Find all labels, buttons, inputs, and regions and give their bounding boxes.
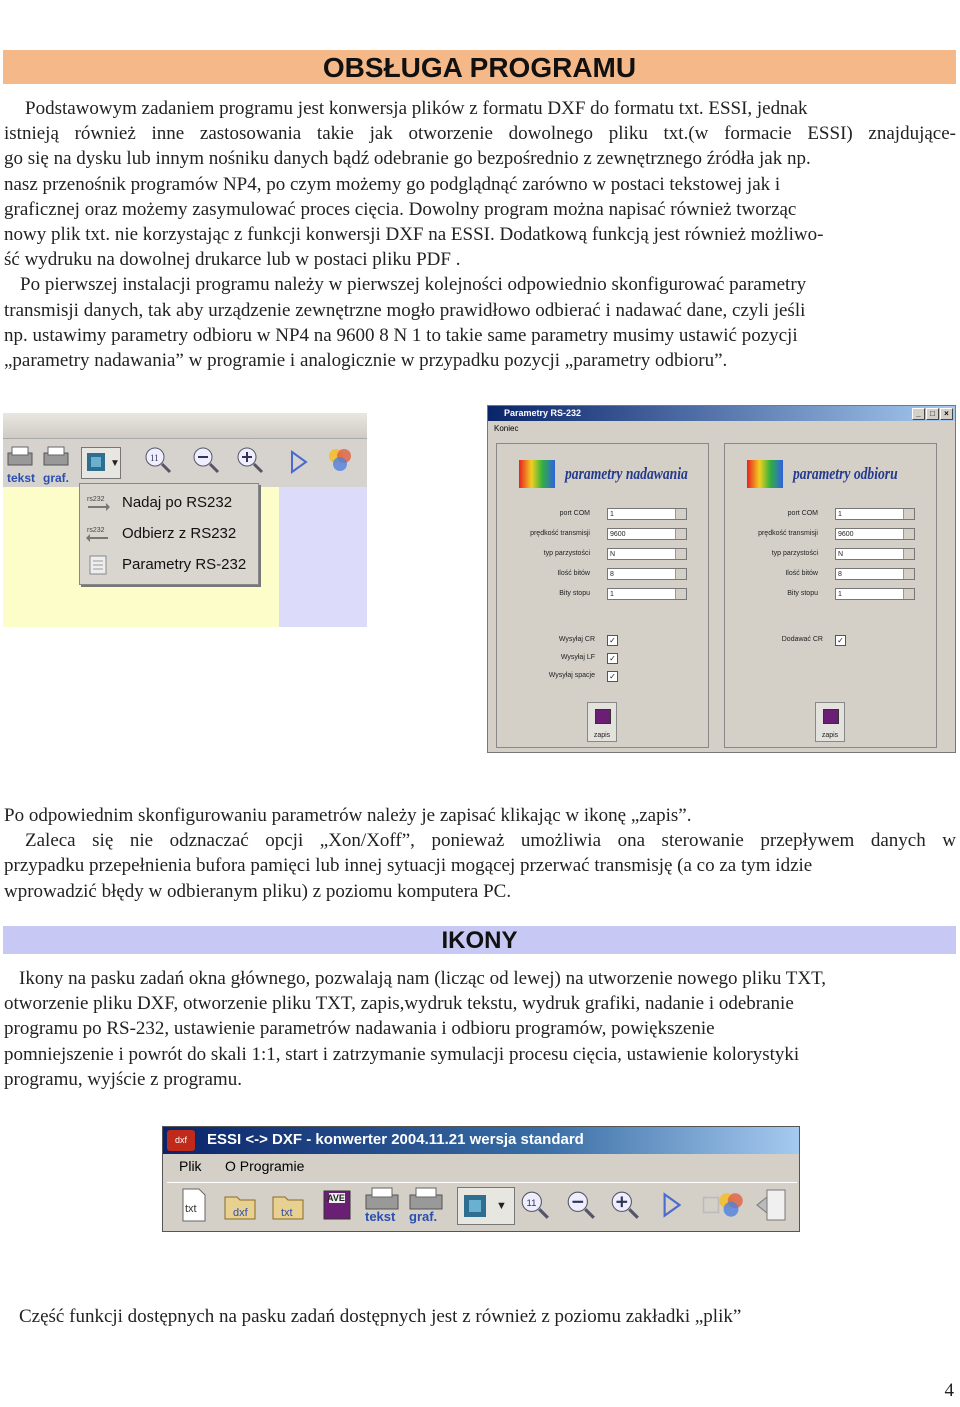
text-line: programu, wyjście z programu.	[4, 1068, 242, 1090]
dialog-menu-koniec[interactable]: Koniec	[494, 424, 519, 433]
add-cr-checkbox[interactable]: ✓	[835, 635, 846, 646]
data-bits-field: Ilość bitów 8	[497, 568, 708, 582]
stop-bits-field: Bity stopu 1	[725, 588, 936, 602]
text-line: np. ustawimy parametry odbioru w NP4 na 9600 8 N 1 to takie same parametry musimy ustawić pozycji	[4, 324, 798, 346]
save-button[interactable]: AVE	[321, 1187, 353, 1223]
color-scheme-icon[interactable]	[325, 445, 355, 475]
main-window-title-bar	[163, 1127, 799, 1154]
print-graphics-icon[interactable]	[41, 443, 71, 473]
dialog-title: Parametry RS-232	[504, 408, 582, 418]
data-bits-select[interactable]: 8	[835, 568, 915, 580]
text-line: przypadku przepełnienia bufora pamięci lub innej sytuacji mogącej przerwać transmisję (a co za tym idzie	[4, 855, 813, 877]
menu-item-rs232-parameters[interactable]: Parametry RS-232	[80, 550, 258, 580]
text-line: Podstawowym zadaniem programu jest konwersja plików z formatu DXF do formatu txt. ESSI, jednak	[25, 98, 808, 119]
data-bits-select[interactable]: 8	[607, 568, 687, 580]
text-line: graficznej oraz możemy zasymulować proces cięcia. Dowolny program można napisać również tworząc	[4, 198, 797, 220]
svg-text:11: 11	[150, 453, 159, 463]
baud-rate-select[interactable]: 9600	[835, 528, 915, 540]
zoom-out-icon[interactable]	[565, 1189, 597, 1221]
parity-field: typ parzystości N	[497, 548, 708, 562]
main-toolbar	[167, 1182, 797, 1228]
parameters-icon	[86, 555, 110, 575]
parity-select[interactable]: N	[835, 548, 915, 560]
baud-rate-field: prędkość transmisji 9600	[497, 528, 708, 542]
section-heading-ikony: IKONY	[3, 926, 956, 954]
intro-paragraph	[4, 96, 956, 373]
save-send-button[interactable]: zapis	[587, 702, 617, 742]
main-menu-bar	[163, 1154, 799, 1178]
play-icon[interactable]	[283, 447, 313, 477]
minimize-button[interactable]: _	[912, 408, 925, 420]
zoom-1-1-icon[interactable]	[519, 1189, 551, 1221]
text-line: Część funkcji dostępnych na pasku zadań dostępnych jest z również z poziomu zakładki „plik”	[19, 1306, 742, 1327]
send-cr-checkbox-row: Wysyłaj CR ✓	[497, 634, 708, 648]
receive-banner	[735, 454, 925, 494]
rs232-dropdown-button[interactable]	[457, 1187, 515, 1225]
exit-icon[interactable]	[755, 1187, 789, 1223]
main-window-screenshot	[162, 1126, 800, 1232]
baud-rate-field: prędkość transmisji 9600	[725, 528, 936, 542]
baud-rate-select[interactable]: 9600	[607, 528, 687, 540]
color-scheme-icon[interactable]	[715, 1189, 747, 1221]
svg-text:rs232: rs232	[87, 527, 105, 534]
send-lf-checkbox[interactable]: ✓	[607, 653, 618, 664]
rs232-icon	[462, 1193, 488, 1219]
receive-parameters-panel	[724, 443, 937, 748]
send-cr-checkbox[interactable]: ✓	[607, 635, 618, 646]
main-window-title: ESSI <-> DXF - konwerter 2004.11.21 wersja standard	[207, 1131, 584, 1148]
close-button[interactable]: ×	[940, 408, 953, 420]
print-graphics-button[interactable]: graf.	[407, 1185, 445, 1225]
text-line: „parametry nadawania” w programie i analogicznie w przypadku pozycji „parametry odbioru”.	[4, 350, 728, 372]
parity-select[interactable]: N	[607, 548, 687, 560]
icons-paragraph	[4, 966, 956, 1092]
port-com-field: port COM 1	[725, 508, 936, 522]
rs232-menu	[79, 483, 259, 585]
text-line: pomniejszenie i powrót do skali 1:1, start i zatrzymanie symulacji procesu cięcia, ustawienie kolorystyki	[4, 1043, 800, 1065]
text-line: transmisji danych, tak aby urządzenie zewnętrzne mogło prawidłowo odbierać i nadawać dane, czyli jeśli	[4, 299, 806, 321]
maximize-button[interactable]: □	[926, 408, 939, 420]
port-com-field: port COM 1	[497, 508, 708, 522]
svg-text:11: 11	[526, 1198, 537, 1210]
send-banner	[507, 454, 697, 494]
text-line: ść wydruku na dowolnej drukarce lub w postaci pliku PDF .	[4, 249, 461, 271]
text-line: nowy plik txt. nie korzystając z funkcji konwersji DXF na ESSI. Dodatkową funkcją jest również możliwo-	[4, 224, 824, 246]
app-logo: dxf	[167, 1130, 195, 1151]
floppy-disk-icon	[823, 709, 839, 724]
canvas-area	[279, 487, 367, 627]
zoom-out-icon[interactable]	[191, 445, 221, 475]
open-dxf-button[interactable]: dxf	[223, 1187, 259, 1223]
zoom-1-1-icon[interactable]	[143, 445, 173, 475]
receive-icon	[86, 524, 110, 544]
text-line: Ikony na pasku zadań okna głównego, pozwalają nam (licząc od lewej) na utworzenie nowego pliku TXT,	[19, 968, 827, 989]
chevron-down-icon: ▼	[496, 1200, 507, 1212]
save-receive-button[interactable]: zapis	[815, 702, 845, 742]
parity-field: typ parzystości N	[725, 548, 936, 562]
text-line: Po odpowiednim skonfigurowaniu parametrów należy je zapisać klikając w ikonę „zapis”.	[4, 805, 692, 826]
send-spaces-checkbox[interactable]: ✓	[607, 671, 618, 682]
send-icon	[86, 493, 110, 513]
text-line: Po pierwszej instalacji programu należy w pierwszej kolejności odpowiednio skonfigurować parametry	[20, 274, 807, 296]
toolbar-caption-tekst: tekst	[7, 471, 36, 485]
rs232-icon	[85, 451, 107, 473]
text-line: Zaleca się nie odznaczać opcji „Xon/Xoff”, ponieważ umożliwia ona sterowanie przepływem danych w	[25, 830, 956, 852]
rainbow-logo-icon	[745, 456, 785, 492]
zoom-in-icon[interactable]	[609, 1189, 641, 1221]
text-line: programu po RS-232, ustawienie parametrów nadawania i odbioru programów, powiększenie	[4, 1018, 715, 1040]
stop-bits-select[interactable]: 1	[835, 588, 915, 600]
section-heading-obsluga: OBSŁUGA PROGRAMU	[3, 50, 956, 84]
port-com-select[interactable]: 1	[607, 508, 687, 520]
menu-plik[interactable]: Plik	[179, 1158, 202, 1174]
receive-banner-title: parametry odbioru	[793, 464, 898, 483]
menu-item-receive-rs232[interactable]: rs232 Odbierz z RS232	[87, 525, 237, 542]
chevron-down-icon: ▼	[110, 458, 120, 469]
stop-bits-select[interactable]: 1	[607, 588, 687, 600]
new-txt-button[interactable]: txt	[177, 1187, 209, 1223]
text-line: otworzenie pliku DXF, otworzenie pliku TXT, zapis,wydruk tekstu, wydruk grafiki, nadanie i odebranie	[4, 993, 794, 1015]
menu-screenshot	[3, 413, 367, 627]
svg-text:rs232: rs232	[87, 496, 105, 503]
zoom-in-icon[interactable]	[235, 445, 265, 475]
send-banner-title: parametry nadawania	[565, 464, 688, 483]
rainbow-logo-icon	[517, 456, 557, 492]
dialog-title-bar	[488, 406, 955, 421]
text-line: nasz przenośnik programów NP4, po czym możemy go podglądnąć zarówno w postaci tekstowej jak i	[4, 173, 781, 195]
after-screenshots-paragraph	[4, 803, 956, 904]
add-cr-checkbox-row: Dodawać CR ✓	[725, 634, 936, 648]
menu-item-send-rs232[interactable]: rs232 Nadaj po RS232	[87, 494, 233, 511]
text-line: wprowadzić błędy w odbieranym pliku) z poziomu komputera PC.	[4, 880, 512, 902]
text-line: go się na dysku lub innym nośniku danych bądź odebranie go bezpośrednio z zewnętrznego źródła jak np.	[4, 148, 811, 170]
open-txt-button[interactable]: txt	[271, 1187, 307, 1223]
print-text-button[interactable]: tekst	[363, 1185, 401, 1225]
play-icon[interactable]	[655, 1189, 687, 1221]
send-spaces-checkbox-row: Wysyłaj spacje ✓	[497, 670, 708, 684]
rs232-dialog-screenshot	[487, 405, 956, 753]
menu-o-programie[interactable]: O Programie	[225, 1158, 305, 1174]
page-number: 4	[944, 1380, 954, 1401]
toolbar-strip	[3, 413, 367, 439]
toolbar-caption-graf: graf.	[43, 471, 70, 485]
toolbar	[3, 413, 367, 487]
stop-bits-field: Bity stopu 1	[497, 588, 708, 602]
port-com-select[interactable]: 1	[835, 508, 915, 520]
send-lf-checkbox-row: Wysyłaj LF ✓	[497, 652, 708, 666]
floppy-disk-icon	[595, 709, 611, 724]
send-parameters-panel	[496, 443, 709, 748]
text-line: istnieją również inne zastosowania takie jak otworzenie dowolnego pliku txt.(w formacie ESSI) znajdujące-	[4, 123, 956, 145]
rs232-dropdown-button[interactable]	[81, 447, 121, 479]
data-bits-field: Ilość bitów 8	[725, 568, 936, 582]
footer-paragraph	[4, 1304, 956, 1329]
print-text-icon[interactable]	[5, 443, 35, 473]
